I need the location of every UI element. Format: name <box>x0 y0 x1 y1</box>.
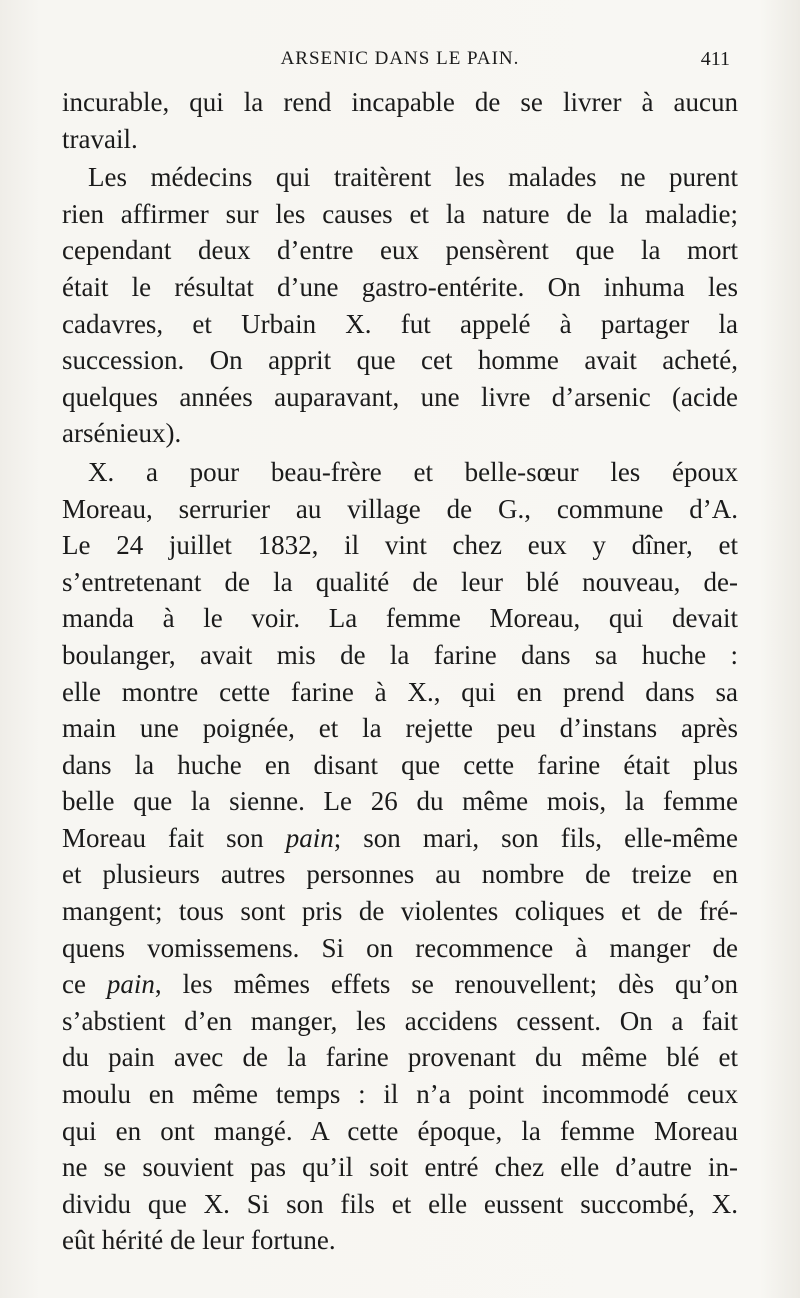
text-line: boulanger, avait mis de la farine dans sa huche : <box>62 639 738 670</box>
text-segment: ce <box>62 969 86 1000</box>
body-text <box>62 84 738 1259</box>
text-segment: , les mêmes effets se renouvellent; dès qu’on <box>154 969 738 1000</box>
text-line <box>62 820 738 857</box>
text-line: mangent; tous sont pris de violentes coliques et de fré- <box>62 896 738 927</box>
text-segment: ; son mari, son fils, elle-même <box>333 822 738 853</box>
text-line: s’abstient d’en manger, les accidens cessent. On a fait <box>62 1005 738 1036</box>
text-line: Les médecins qui traitèrent les malades ne purent <box>88 162 738 193</box>
text-line: rien affirmer sur les causes et la nature de la maladie; <box>62 198 738 229</box>
text-line: arsénieux). <box>62 418 182 449</box>
text-line: dividu que X. Si son fils et elle eussent succombé, X. <box>62 1188 738 1219</box>
text-segment: Moreau fait son <box>62 822 264 853</box>
text-line: X. a pour beau-frère et belle-sœur les époux <box>88 456 738 487</box>
page-header <box>62 46 738 74</box>
text-line: qui en ont mangé. A cette époque, la femme Moreau <box>62 1115 738 1146</box>
text-line: elle montre cette farine à X., qui en prend dans sa <box>62 676 738 707</box>
text-line: s’entretenant de la qualité de leur blé nouveau, de- <box>62 566 738 597</box>
text-line: cependant deux d’entre eux pensèrent que la mort <box>62 235 738 266</box>
text-line: du pain avec de la farine provenant du même blé et <box>62 1042 738 1073</box>
text-line <box>62 966 738 1003</box>
text-line: quelques années auparavant, une livre d’arsenic (acide <box>62 381 738 412</box>
text-line: était le résultat d’une gastro-entérite. On inhuma les <box>62 271 738 302</box>
text-line: incurable, qui la rend incapable de se livrer à aucun <box>62 87 738 117</box>
text-line: manda à le voir. La femme Moreau, qui devait <box>62 603 738 634</box>
text-line: main une poignée, et la rejette peu d’instans après <box>62 713 738 744</box>
text-line: quens vomissemens. Si on recommence à manger de <box>62 932 738 963</box>
text-line: belle que la sienne. Le 26 du même mois, la femme <box>62 786 738 817</box>
text-line: ne se souvient pas qu’il soit entré chez elle d’autre in- <box>62 1152 738 1183</box>
text-line: Le 24 juillet 1832, il vint chez eux y dîner, et <box>62 530 738 561</box>
text-line: et plusieurs autres personnes au nombre de treize en <box>62 859 738 890</box>
italic-word: pain <box>106 969 155 1000</box>
text-line: cadavres, et Urbain X. fut appelé à partager la <box>62 308 738 339</box>
text-line: moulu en même temps : il n’a point incommodé ceux <box>62 1079 738 1110</box>
text-line: eût hérité de leur fortune. <box>62 1225 336 1256</box>
italic-word: pain <box>285 822 334 853</box>
text-line: travail. <box>62 123 138 154</box>
text-line: Moreau, serrurier au village de G., commune d’A. <box>62 493 738 524</box>
text-line: succession. On apprit que cet homme avait acheté, <box>62 345 738 376</box>
page-number: 411 <box>700 48 730 70</box>
text-line: dans la huche en disant que cette farine était plus <box>62 749 738 780</box>
running-title: ARSENIC DANS LE PAIN. <box>280 48 520 69</box>
